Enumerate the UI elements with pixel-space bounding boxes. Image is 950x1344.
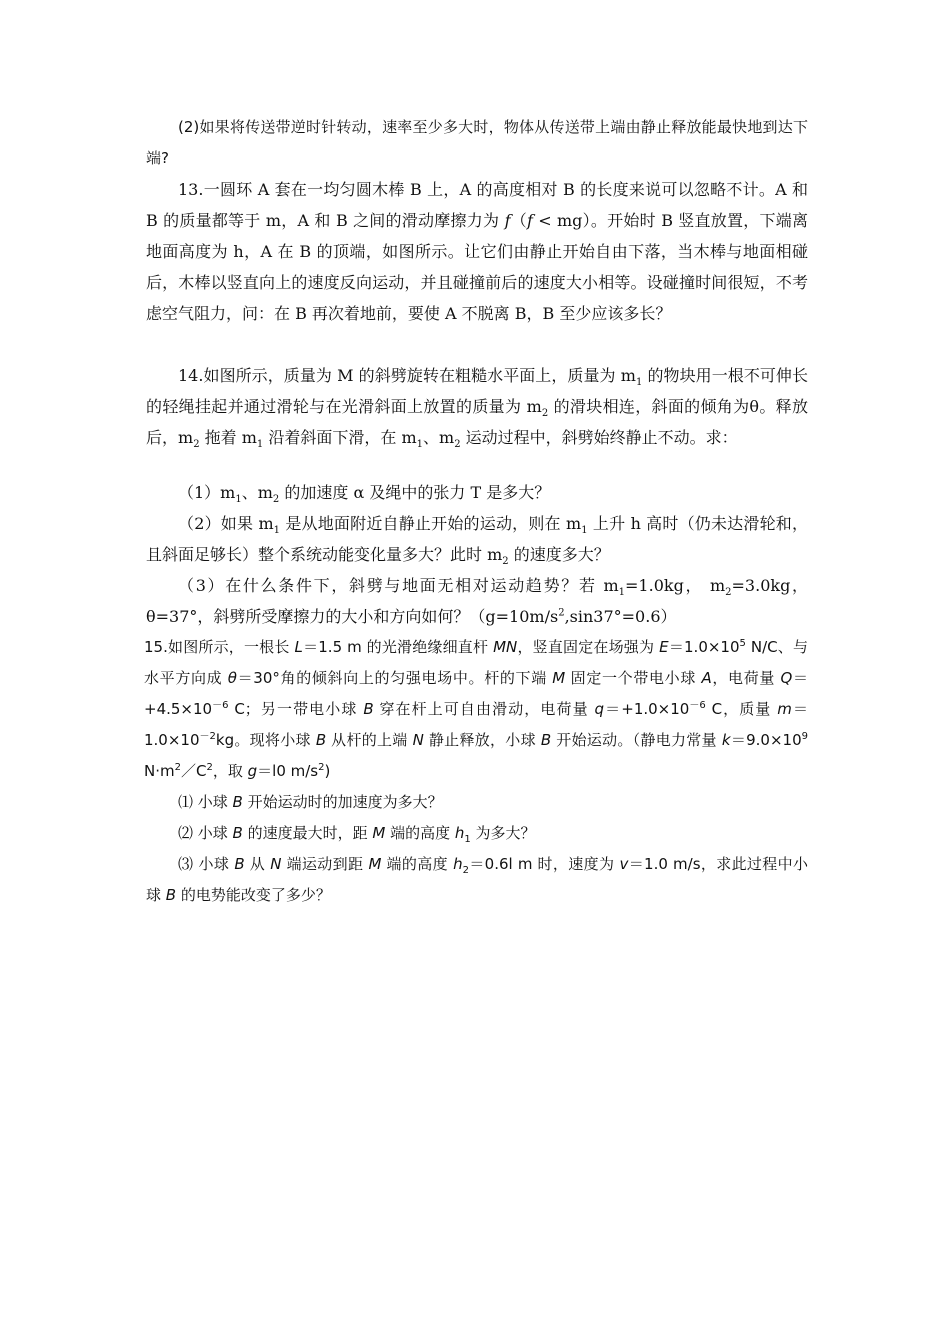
subscript: 1	[273, 525, 281, 537]
text: N·m	[144, 762, 175, 780]
text: 上升 h 高时（仍未达滑轮和，且斜面足够长）整个系统动能变化量多大？此时 m	[146, 514, 808, 564]
var: B	[234, 855, 245, 873]
text: ＝30°角的倾斜向上的匀强电场中。杆的下端	[236, 669, 553, 687]
text: 固定一个带电小球	[565, 669, 702, 687]
var-f: f	[504, 211, 511, 230]
text: 是从地面附近自静止开始的运动，则在 m	[280, 514, 582, 533]
subscript: 2	[272, 494, 280, 506]
text: 运动过程中，斜劈始终静止不动。求：	[460, 428, 738, 447]
text: （1）m	[178, 483, 236, 502]
text: ＝1.0×10	[668, 638, 740, 656]
subscript: 1	[416, 439, 424, 451]
text: 15.如图所示，一根长	[144, 638, 295, 656]
var: θ	[227, 669, 237, 687]
var: B	[165, 886, 177, 904]
text: 端的高度	[381, 855, 454, 873]
text: 开始运动时的加速度为多大？	[242, 793, 443, 811]
text: ＝0.6l m 时，速度为	[468, 855, 620, 873]
text: 端的高度	[385, 824, 455, 842]
text: ＝1.0 m/s，求此过程中小球	[146, 855, 808, 904]
question-15	[144, 632, 808, 787]
question-15-part2	[146, 818, 808, 849]
text: 沿着斜面下滑，在 m	[263, 428, 417, 447]
text: ，竖直固定在场强为	[517, 638, 660, 656]
spacer	[146, 453, 808, 477]
text: 的速度多大？	[508, 545, 610, 564]
var: N	[412, 731, 424, 749]
text: N/C、与水平方向成	[144, 638, 808, 687]
text: < mg）。开始时 B 竖直放置，下端离地面高度为 h，A 在 B 的顶端，如图所示。让它们由静止开始自由下落，当木棒与地面相碰后，木棒以竖直向上的速度反向运动，并且碰撞前后的速度大小相等。设碰撞时间很短，不考虑空气阻力，问：在 B 再次着地前，要使 A 不脱离 B，B 至少应该多长？	[146, 211, 808, 323]
text: 端运动到距	[281, 855, 369, 873]
text: ⑶ 小球	[178, 855, 235, 873]
superscript: 5	[739, 638, 746, 649]
text: 穿在杆上可自由滑动，电荷量	[373, 700, 595, 718]
text: ＝+1.0×10	[604, 700, 690, 718]
text: kg。现将小球	[215, 731, 316, 749]
question-15-part3	[146, 849, 808, 911]
var: B	[232, 793, 243, 811]
subscript: 1	[618, 587, 626, 599]
subscript: 2	[462, 865, 469, 876]
question-14	[146, 360, 808, 453]
var: A	[701, 669, 712, 687]
subscript: 1	[256, 439, 264, 451]
text: )	[324, 762, 331, 780]
text: 14.如图所示，质量为 M 的斜劈旋转在粗糙水平面上，质量为 m	[178, 366, 636, 385]
text: 为多大？	[470, 824, 536, 842]
q12-part2	[146, 112, 808, 174]
spacer	[146, 329, 808, 360]
var: Q	[780, 669, 793, 687]
subscript: 1	[235, 494, 242, 506]
text: 的滑块相连，斜面的倾角为θ。释放后，m	[146, 397, 808, 447]
subscript: 2	[541, 408, 549, 420]
superscript: 2	[318, 762, 325, 773]
text: 静止释放，小球	[423, 731, 541, 749]
text: ＝+4.5×10	[144, 669, 808, 718]
var: v	[619, 855, 629, 873]
var: E	[659, 638, 669, 656]
question-14-part3	[146, 570, 808, 632]
question-14-part2	[146, 508, 808, 570]
text: （3）在什么条件下，斜劈与地面无相对运动趋势？若 m	[178, 576, 619, 595]
var: N	[270, 855, 282, 873]
var: B	[232, 824, 243, 842]
superscript: 2	[206, 762, 213, 773]
text: =3.0kg， θ=37°，斜劈所受摩擦力的大小和方向如何？（g=10m/s	[146, 576, 808, 626]
subscript: 1	[464, 834, 471, 845]
var: q	[594, 700, 605, 718]
text: ⑴ 小球	[178, 793, 233, 811]
var: B	[540, 731, 552, 749]
text: 的电势能改变了多少？	[176, 886, 331, 904]
text: =1.0kg， m	[625, 576, 726, 595]
superscript: －6	[689, 700, 706, 711]
text: （	[510, 211, 528, 230]
text: ＝l0 m/s	[257, 762, 319, 780]
text: ＝1.0×10	[144, 700, 808, 749]
document-body	[146, 112, 808, 911]
var: M	[372, 824, 386, 842]
var-f: f	[527, 211, 533, 230]
var: B	[363, 700, 374, 718]
text: 的加速度 α 及绳中的张力 T 是多大？	[279, 483, 551, 502]
var: M	[368, 855, 382, 873]
text: 拖着 m	[199, 428, 257, 447]
var: h	[454, 824, 465, 842]
var: MN	[493, 638, 518, 656]
text: C；另一带电小球	[228, 700, 364, 718]
superscript: 2	[174, 762, 181, 773]
text: 的物块用一根不可伸长的轻绳挂起并通过滑轮与在光滑斜面上放置的质量为 m	[146, 366, 808, 416]
text: C，质量	[705, 700, 778, 718]
text: ,sin37°=0.6）	[564, 607, 677, 626]
text: ，电荷量	[711, 669, 781, 687]
text: ⑵ 小球	[178, 824, 233, 842]
superscript: －2	[199, 731, 216, 742]
subscript: 2	[454, 439, 461, 451]
subscript: 2	[725, 587, 732, 599]
superscript: －6	[212, 700, 229, 711]
var: g	[247, 762, 258, 780]
var: L	[294, 638, 303, 656]
var: m	[777, 700, 792, 718]
text: 13.一圆环 A 套在一均匀圆木棒 B 上，A 的高度相对 B 的长度来说可以忽略不计。A 和 B 的质量都等于 m，A 和 B 之间的滑动摩擦力为	[146, 180, 808, 230]
var: k	[721, 731, 731, 749]
subscript: 2	[502, 556, 509, 568]
subscript: 2	[193, 439, 200, 451]
superscript: 2	[558, 607, 565, 619]
question-15-part1	[146, 787, 808, 818]
text: ，取	[212, 762, 248, 780]
question-14-part1	[146, 477, 808, 508]
var: M	[552, 669, 566, 687]
subscript: 1	[635, 377, 643, 389]
var: h	[453, 855, 463, 873]
text: 开始运动。（静电力常量	[551, 731, 722, 749]
q12-part2-text: (2)如果将传送带逆时针转动，速率至少多大时，物体从传送带上端由静止释放能最快地到达下端?	[146, 118, 808, 167]
text: ＝1.5 m 的光滑绝缘细直杆	[302, 638, 494, 656]
var: B	[315, 731, 327, 749]
superscript: 9	[801, 731, 808, 742]
text: 的速度最大时，距	[242, 824, 373, 842]
text: 、m	[423, 428, 455, 447]
question-13	[146, 174, 808, 329]
text: （2）如果 m	[178, 514, 274, 533]
text: ＝9.0×10	[730, 731, 802, 749]
text: ／C	[180, 762, 207, 780]
subscript: 1	[581, 525, 588, 537]
text: 从	[244, 855, 271, 873]
text: 从杆的上端	[326, 731, 413, 749]
text: 、m	[241, 483, 273, 502]
